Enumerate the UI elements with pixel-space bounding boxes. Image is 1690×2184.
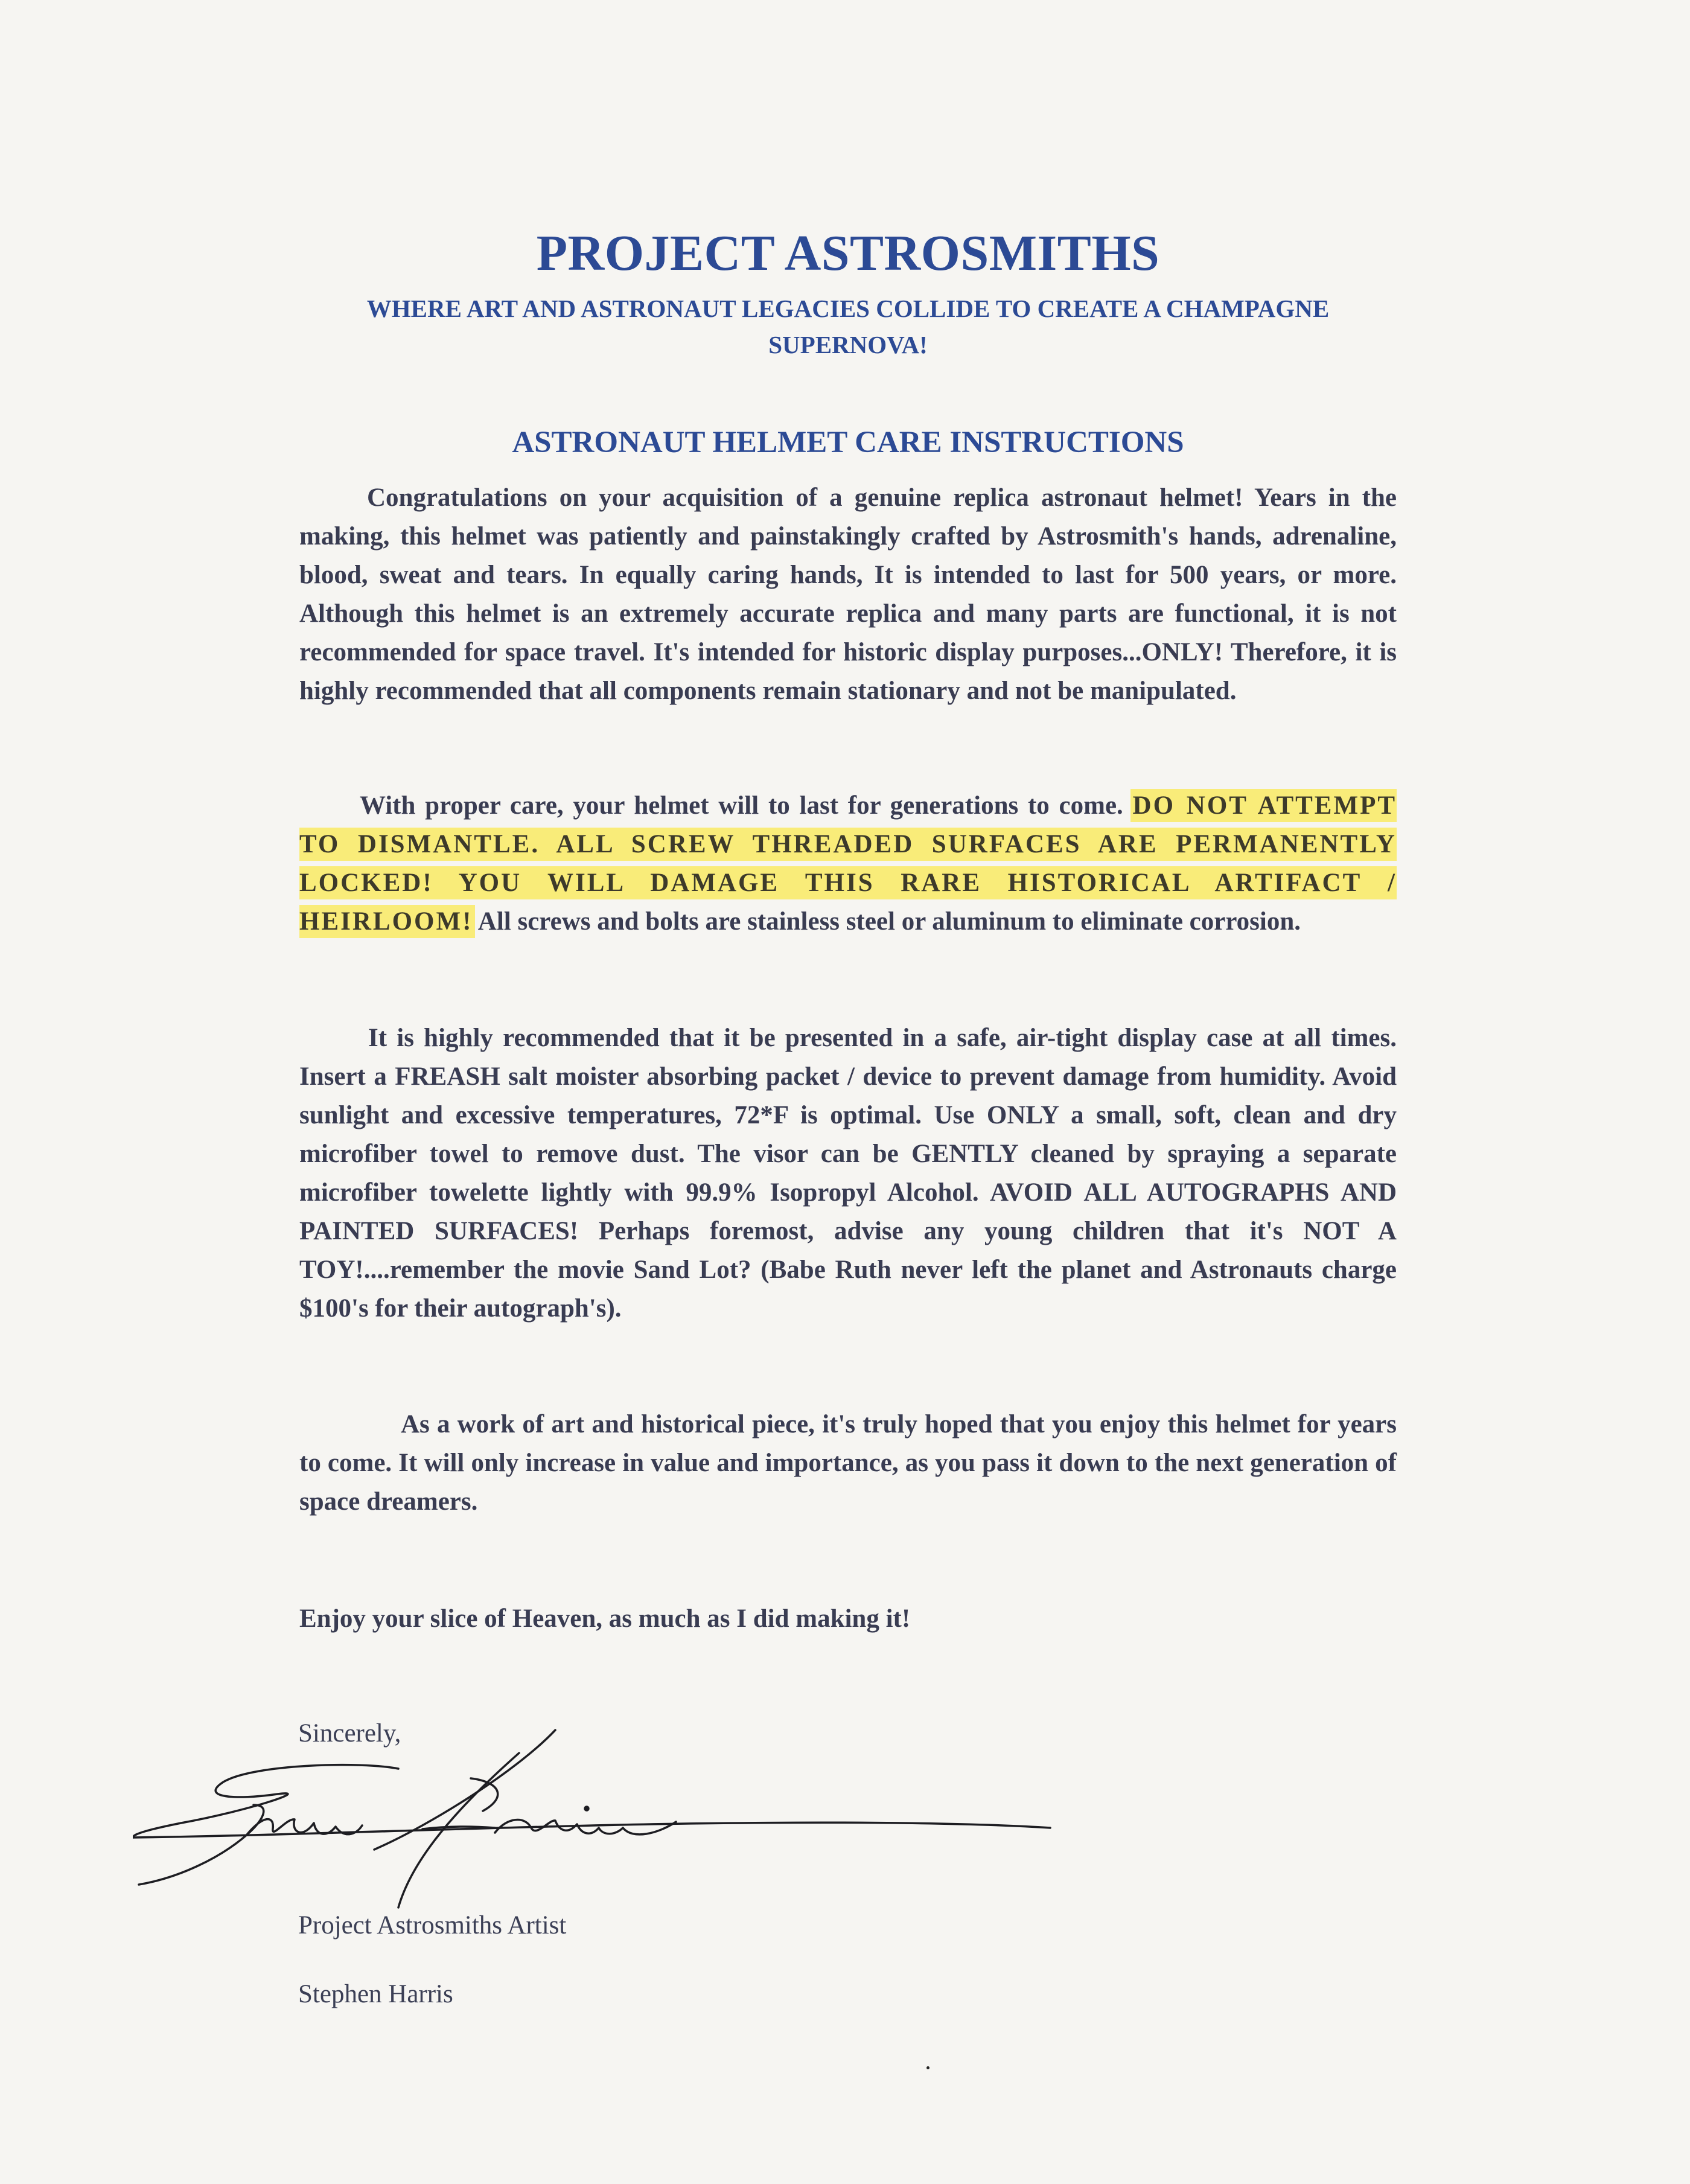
paragraph-proper-care (299, 787, 1397, 941)
sincerely-text: Sincerely, (298, 1719, 401, 1748)
paragraph-congratulations: Congratulations on your acquisition of a genuine replica astronaut helmet! Years in the making, this helmet was patiently and painstakingly crafted by Astrosmith's hands, adrenaline, blood, sweat and tears. In equally caring hands, It is intended to last for 500 years, or more. Although this helmet is an extremely accurate replica and many parts are functional, it is not recommended for space travel. It's intended for historic display purposes...ONLY! Therefore, it is highly recommended that all components remain stationary and not be manipulated. (299, 484, 1397, 705)
paper-speck (926, 2066, 930, 2069)
tagline: WHERE ART AND ASTRONAUT LEGACIES COLLIDE TO CREATE A CHAMPAGNE SUPERNOVA! (366, 295, 1330, 359)
handwritten-signature (133, 1726, 1062, 1920)
paragraph-proper-care-end: All screws and bolts are stainless steel or aluminum to eliminate corrosion. (473, 907, 1301, 936)
closing-line: Enjoy your slice of Heaven, as much as I did making it! (299, 1604, 911, 1633)
artist-role: Project Astrosmiths Artist (298, 1911, 567, 1940)
artist-name: Stephen Harris (298, 1980, 453, 2008)
section-title: ASTRONAUT HELMET CARE INSTRUCTIONS (512, 426, 1184, 459)
paragraph-proper-care-intro: With proper care, your helmet will to last for generations to come. (360, 791, 1133, 820)
paragraph-display-care: It is highly recommended that it be presented in a safe, air-tight display case at all times. Insert a FREASH salt moister absorbing packet / device to prevent damage from humidity. Avoid sunlight and excessive temperatures, 72*F is optimal. Use ONLY a small, soft, clean and dry microfiber towel to remove dust. The visor can be GENTLY cleaned by spraying a separate microfiber towelette lightly with 99.9% Isopropyl Alcohol. AVOID ALL AUTOGRAPHS AND PAINTED SURFACES! Perhaps foremost, advise any young children that it's NOT A TOY!....remember the movie Sand Lot? (Babe Ruth never left the planet and Astronauts charge $100's for their autograph's). (299, 1024, 1397, 1323)
highlighted-warning: DO NOT ATTEMPT TO DISMANTLE. ALL SCREW THREADED SURFACES ARE PERMANENTLY LOCKED! YOU WILL DAMAGE THIS RARE HISTORICAL ARTIFACT / HEIRLOOM! (299, 791, 1397, 936)
paragraph-work-of-art: As a work of art and historical piece, it's truly hoped that you enjoy this helmet for years to come. It will only increase in value and importance, as you pass it down to the next generation of space dreamers. (299, 1410, 1397, 1516)
page-title: PROJECT ASTROSMITHS (536, 225, 1160, 281)
letterhead (296, 220, 1400, 363)
